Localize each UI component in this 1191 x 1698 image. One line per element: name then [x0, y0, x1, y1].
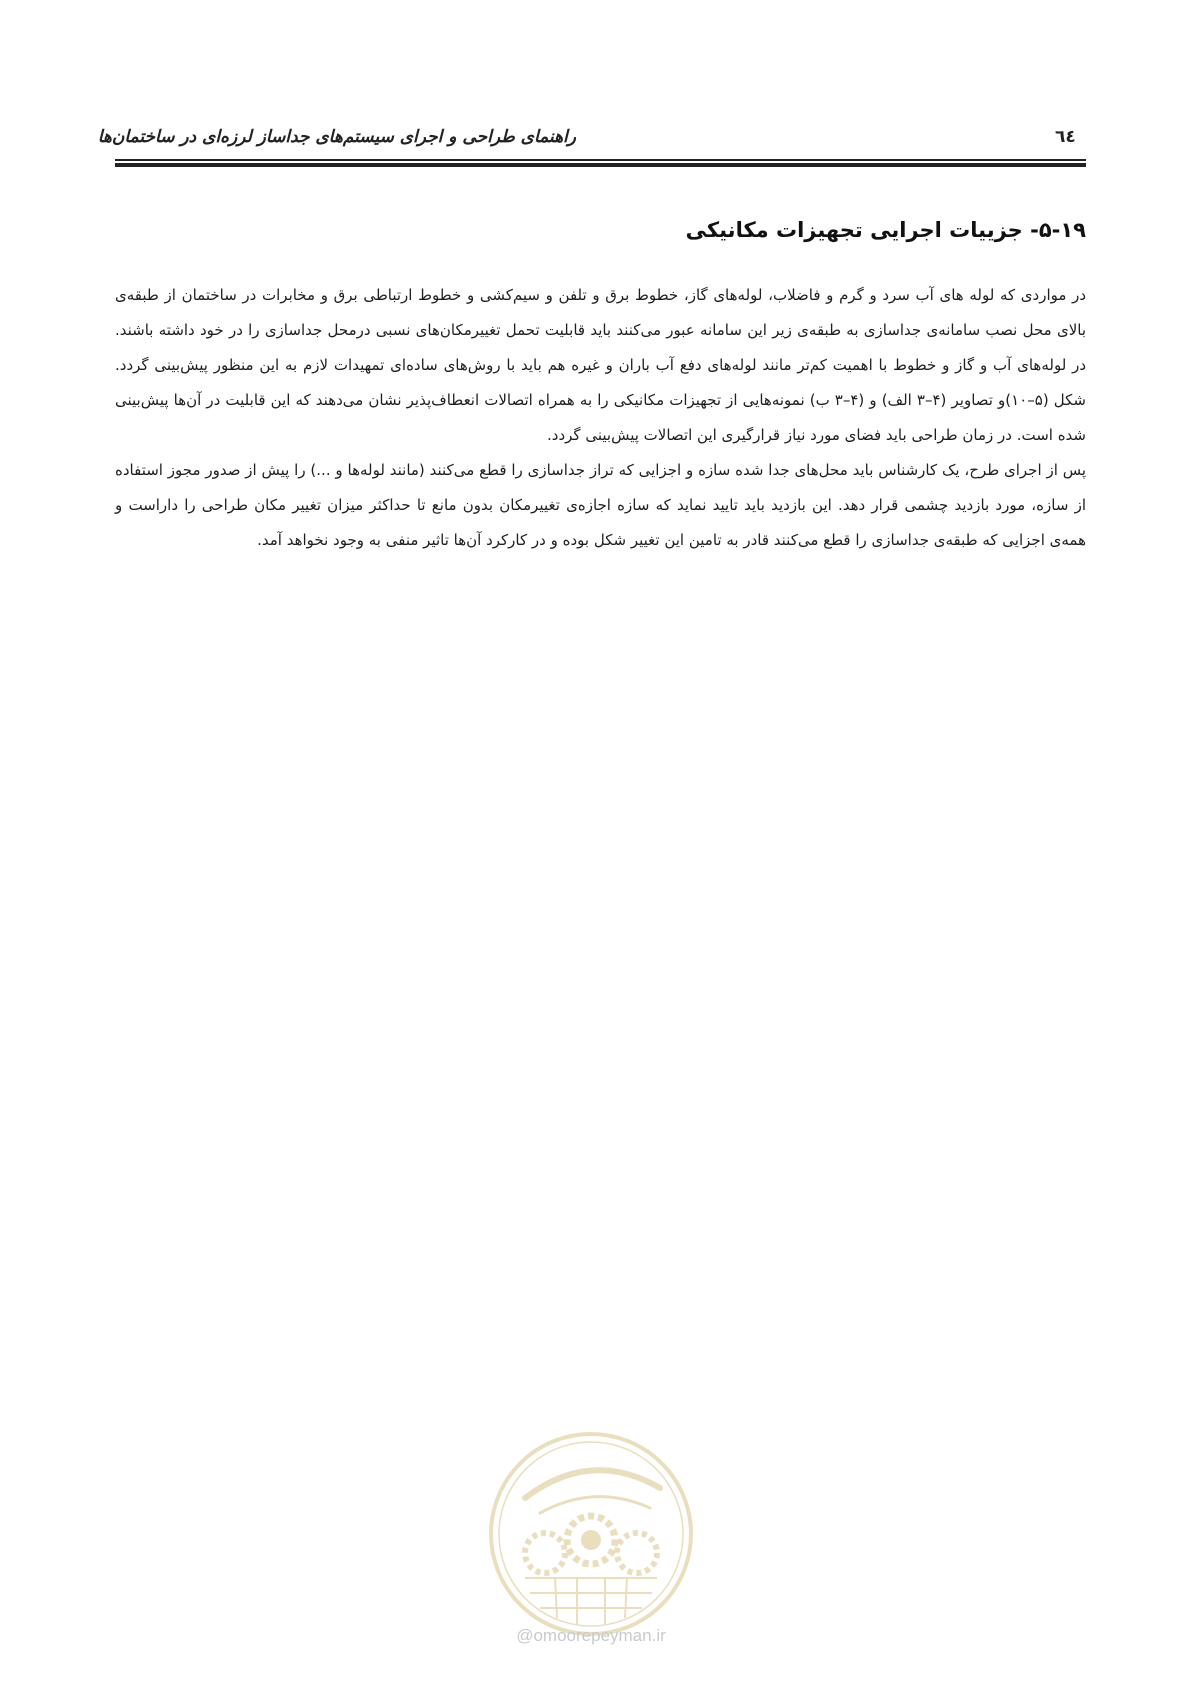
header-rule-thick [115, 163, 1086, 167]
running-header-title: راهنمای طراحی و اجرای سیستم‌های جداساز لرزه‌ای در ساختمان‌ها [97, 127, 576, 147]
paragraph-2: پس از اجرای طرح، یک کارشناس باید محل‌های جدا شده سازه و اجزایی که تراز جداسازی را قطع می‌کنند (مانند لوله‌ها و ...) را پیش از صدور مجوز استفاده از سازه، مورد بازدید چشمی قرار دهد. این بازدید باید تایید نماید که سازه اجازه‌ی تغییرمکان بدون مانع تا حداکثر میزان تغییر مکان طراحی را داراست و همه‌ی اجزایی که طبقه‌ی جداسازی را قطع می‌کنند قادر به تامین این تغییر شکل بوده و در کارکرد آن‌ها تاثیر منفی به وجود نخواهد آمد. [115, 461, 1086, 549]
page-number: ٦٤ [1055, 127, 1076, 147]
paragraph-1: در مواردی که لوله های آب سرد و گرم و فاضلاب، لوله‌های گاز، خطوط برق و تلفن و سیم‌کشی و خطوط ارتباطی برق و مخابرات در ساختمان از طبقه‌ی بالای محل نصب سامانه‌ی جداسازی به طبقه‌ی زیر این سامانه عبور می‌کنند باید قابلیت تحمل تغییرمکان‌های نسبی درمحل جداسازی را در خود داشته باشند. در لوله‌های آب و گاز و خطوط با اهمیت کم‌تر مانند لوله‌های دفع آب باران و غیره هم باید با روش‌های ساده‌ای تمهیدات لازم به این منظور پیش‌بینی گردد. شکل (۵–۱۰)و تصاویر (۴–۳ الف) و (۴–۳ ب) نمونه‌هایی از تجهیزات مکانیکی را به همراه اتصالات انعطاف‌پذیر نشان می‌دهند که این قابلیت در آن‌ها پیش‌بینی شده است. در زمان طراحی باید فضای مورد نیاز قرارگیری این اتصالات پیش‌بینی گردد. [115, 286, 1086, 444]
header-rule-thin [115, 159, 1086, 161]
seal-icon [485, 1428, 697, 1640]
section-heading: ۵-۱۹- جزییات اجرایی تجهیزات مکانیکی [685, 218, 1086, 242]
watermark-site: @omoorepeyman.ir [516, 1626, 666, 1645]
watermark-logo [485, 1428, 697, 1698]
body-text [115, 278, 1086, 558]
